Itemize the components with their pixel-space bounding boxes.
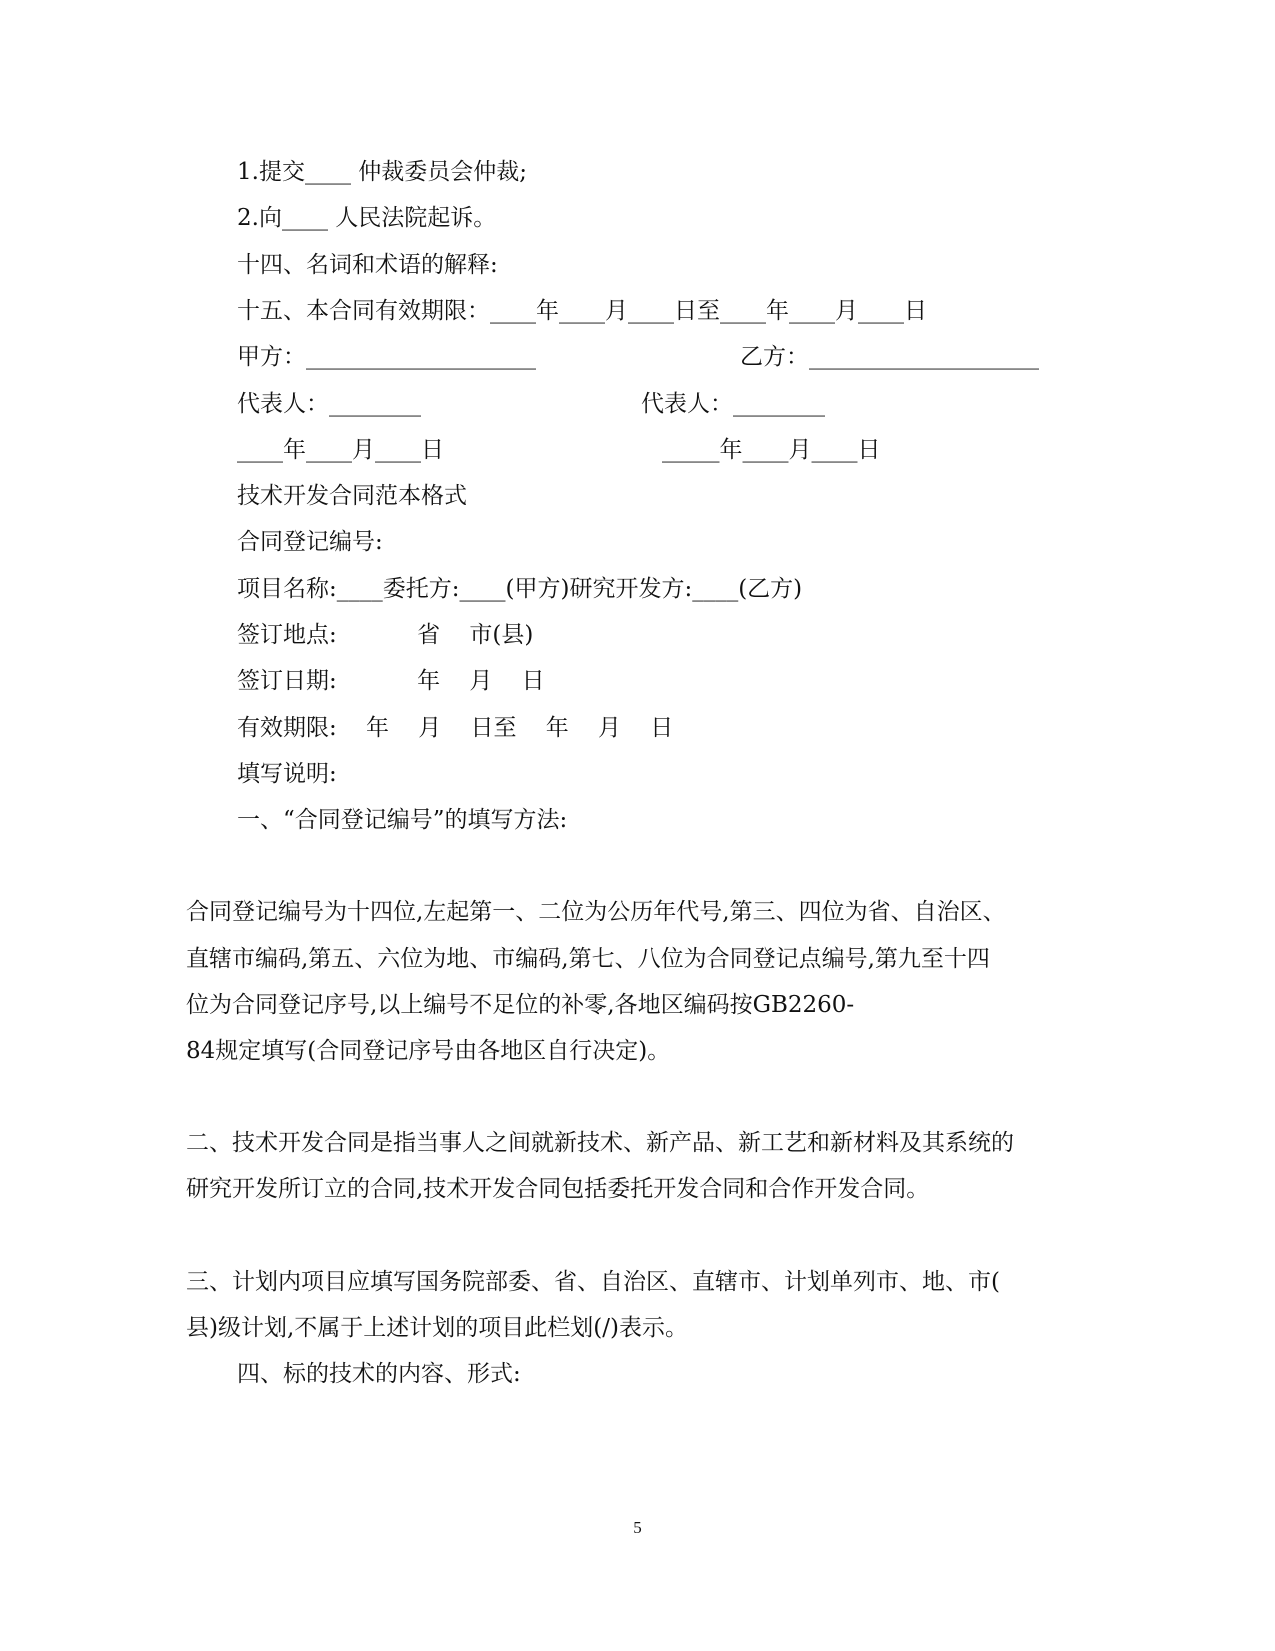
party-a-representative: 代表人：________ [237,391,421,417]
section-14-heading: 十四、名词和术语的解释: [237,252,498,278]
party-b-field: 乙方：____________________ [740,344,1039,370]
party-b-representative: 代表人：________ [641,391,825,417]
instruction-4-heading: 四、标的技术的内容、形式: [237,1361,521,1387]
instruction-2-line-2: 研究开发所订立的合同,技术开发合同包括委托开发合同和合作开发合同。 [186,1176,930,1202]
clause-court: 2.向____ 人民法院起诉。 [237,205,497,231]
party-a-date: ____年____月____日 [237,437,444,463]
instruction-2-line-1: 二、技术开发合同是指当事人之间就新技术、新产品、新工艺和新材料及其系统的 [186,1130,1014,1156]
signing-date-field: 签订日期: 年 月 日 [237,668,545,694]
instruction-1-heading: 一、“合同登记编号”的填写方法: [237,807,568,833]
instruction-1-line-4: 84规定填写(合同登记序号由各地区自行决定)。 [186,1038,671,1064]
instructions-heading: 填写说明: [237,761,337,787]
clause-arbitration: 1.提交____ 仲裁委员会仲裁; [237,159,528,185]
instruction-1-line-3: 位为合同登记序号,以上编号不足位的补零,各地区编码按GB2260- [186,992,855,1018]
registration-number-field: 合同登记编号: [237,529,383,555]
page-number: 5 [633,1518,642,1537]
instruction-1-line-2: 直辖市编码,第五、六位为地、市编码,第七、八位为合同登记点编号,第九至十四 [186,946,990,972]
validity-period-field: 有效期限: 年 月 日至 年 月 日 [237,715,674,741]
signing-place-field: 签订地点: 省 市(县) [237,622,534,648]
section-15-validity: 十五、本合同有效期限：____年____月____日至____年____月____日 [237,298,927,324]
instruction-1-line-1: 合同登记编号为十四位,左起第一、二位为公历年代号,第三、四位为省、自治区、 [186,899,1006,925]
instruction-3-line-1: 三、计划内项目应填写国务院部委、省、自治区、直辖市、计划单列市、地、市( [186,1269,1000,1295]
instruction-3-line-2: 县)级计划,不属于上述计划的项目此栏划(/)表示。 [186,1315,688,1341]
template-title: 技术开发合同范本格式 [237,483,467,509]
project-name-field: 项目名称:____委托方:____(甲方)研究开发方:____(乙方) [237,576,803,602]
party-b-date: _____年____月____日 [662,437,881,463]
party-a-field: 甲方：____________________ [237,344,536,370]
